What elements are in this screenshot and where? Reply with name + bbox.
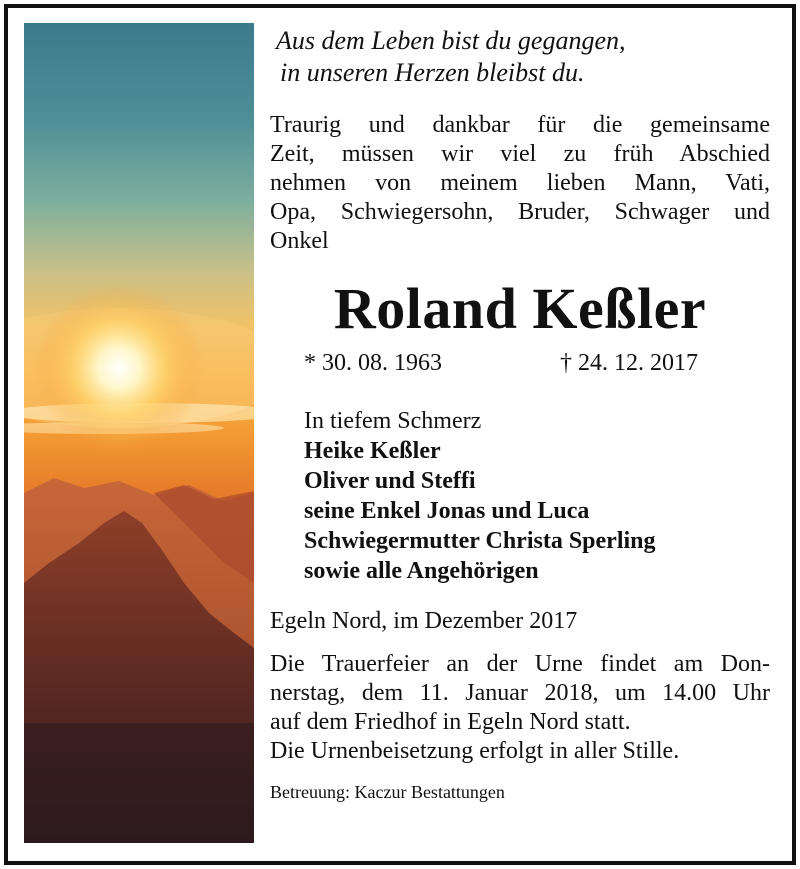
service-line: auf dem Friedhof in Egeln Nord statt. — [270, 709, 631, 735]
intro-paragraph — [270, 111, 770, 256]
obituary-text — [270, 25, 770, 804]
mourner-name: seine Enkel Jonas und Luca — [304, 498, 590, 524]
service-line: Die Trauerfeier an der Urne findet am Don- — [270, 651, 770, 677]
deceased-name: Roland Keßler — [333, 276, 707, 341]
service-line: Die Urnenbeisetzung erfolgt in aller Stille. — [270, 738, 680, 764]
intro-line: nehmen von meinem lieben Mann, Vati, — [270, 170, 770, 196]
death-date: † 24. 12. 2017 — [560, 350, 698, 376]
birth-date: * 30. 08. 1963 — [304, 350, 442, 376]
service-line: nerstag, dem 11. Januar 2018, um 14.00 Uhr — [270, 680, 770, 706]
service-paragraph — [270, 650, 770, 766]
mourner-name: Oliver und Steffi — [304, 468, 476, 494]
sunset-mountains-image — [24, 23, 254, 843]
intro-line: Traurig und dankbar für die gemeinsame — [270, 112, 770, 138]
life-dates — [270, 350, 770, 380]
mourners-block — [270, 406, 770, 586]
intro-line: Opa, Schwiegersohn, Bruder, Schwager und — [270, 199, 770, 225]
motto-line-1: Aus dem Leben bist du gegangen, — [276, 26, 626, 55]
motto-line-2: in unseren Herzen bleibst du. — [280, 58, 585, 87]
intro-line: Zeit, müssen wir viel zu früh Abschied — [270, 141, 770, 167]
place-and-date: Egeln Nord, im Dezember 2017 — [270, 608, 578, 634]
mourners-heading: In tiefem Schmerz — [304, 408, 482, 434]
mourner-name: sowie alle Angehörigen — [304, 558, 539, 584]
intro-line: Onkel — [270, 228, 329, 254]
mourner-name: Heike Keßler — [304, 438, 441, 464]
motto — [270, 25, 770, 89]
undertaker-credit: Betreuung: Kaczur Bestattungen — [270, 782, 505, 802]
mourner-name: Schwiegermutter Christa Sperling — [304, 528, 656, 554]
